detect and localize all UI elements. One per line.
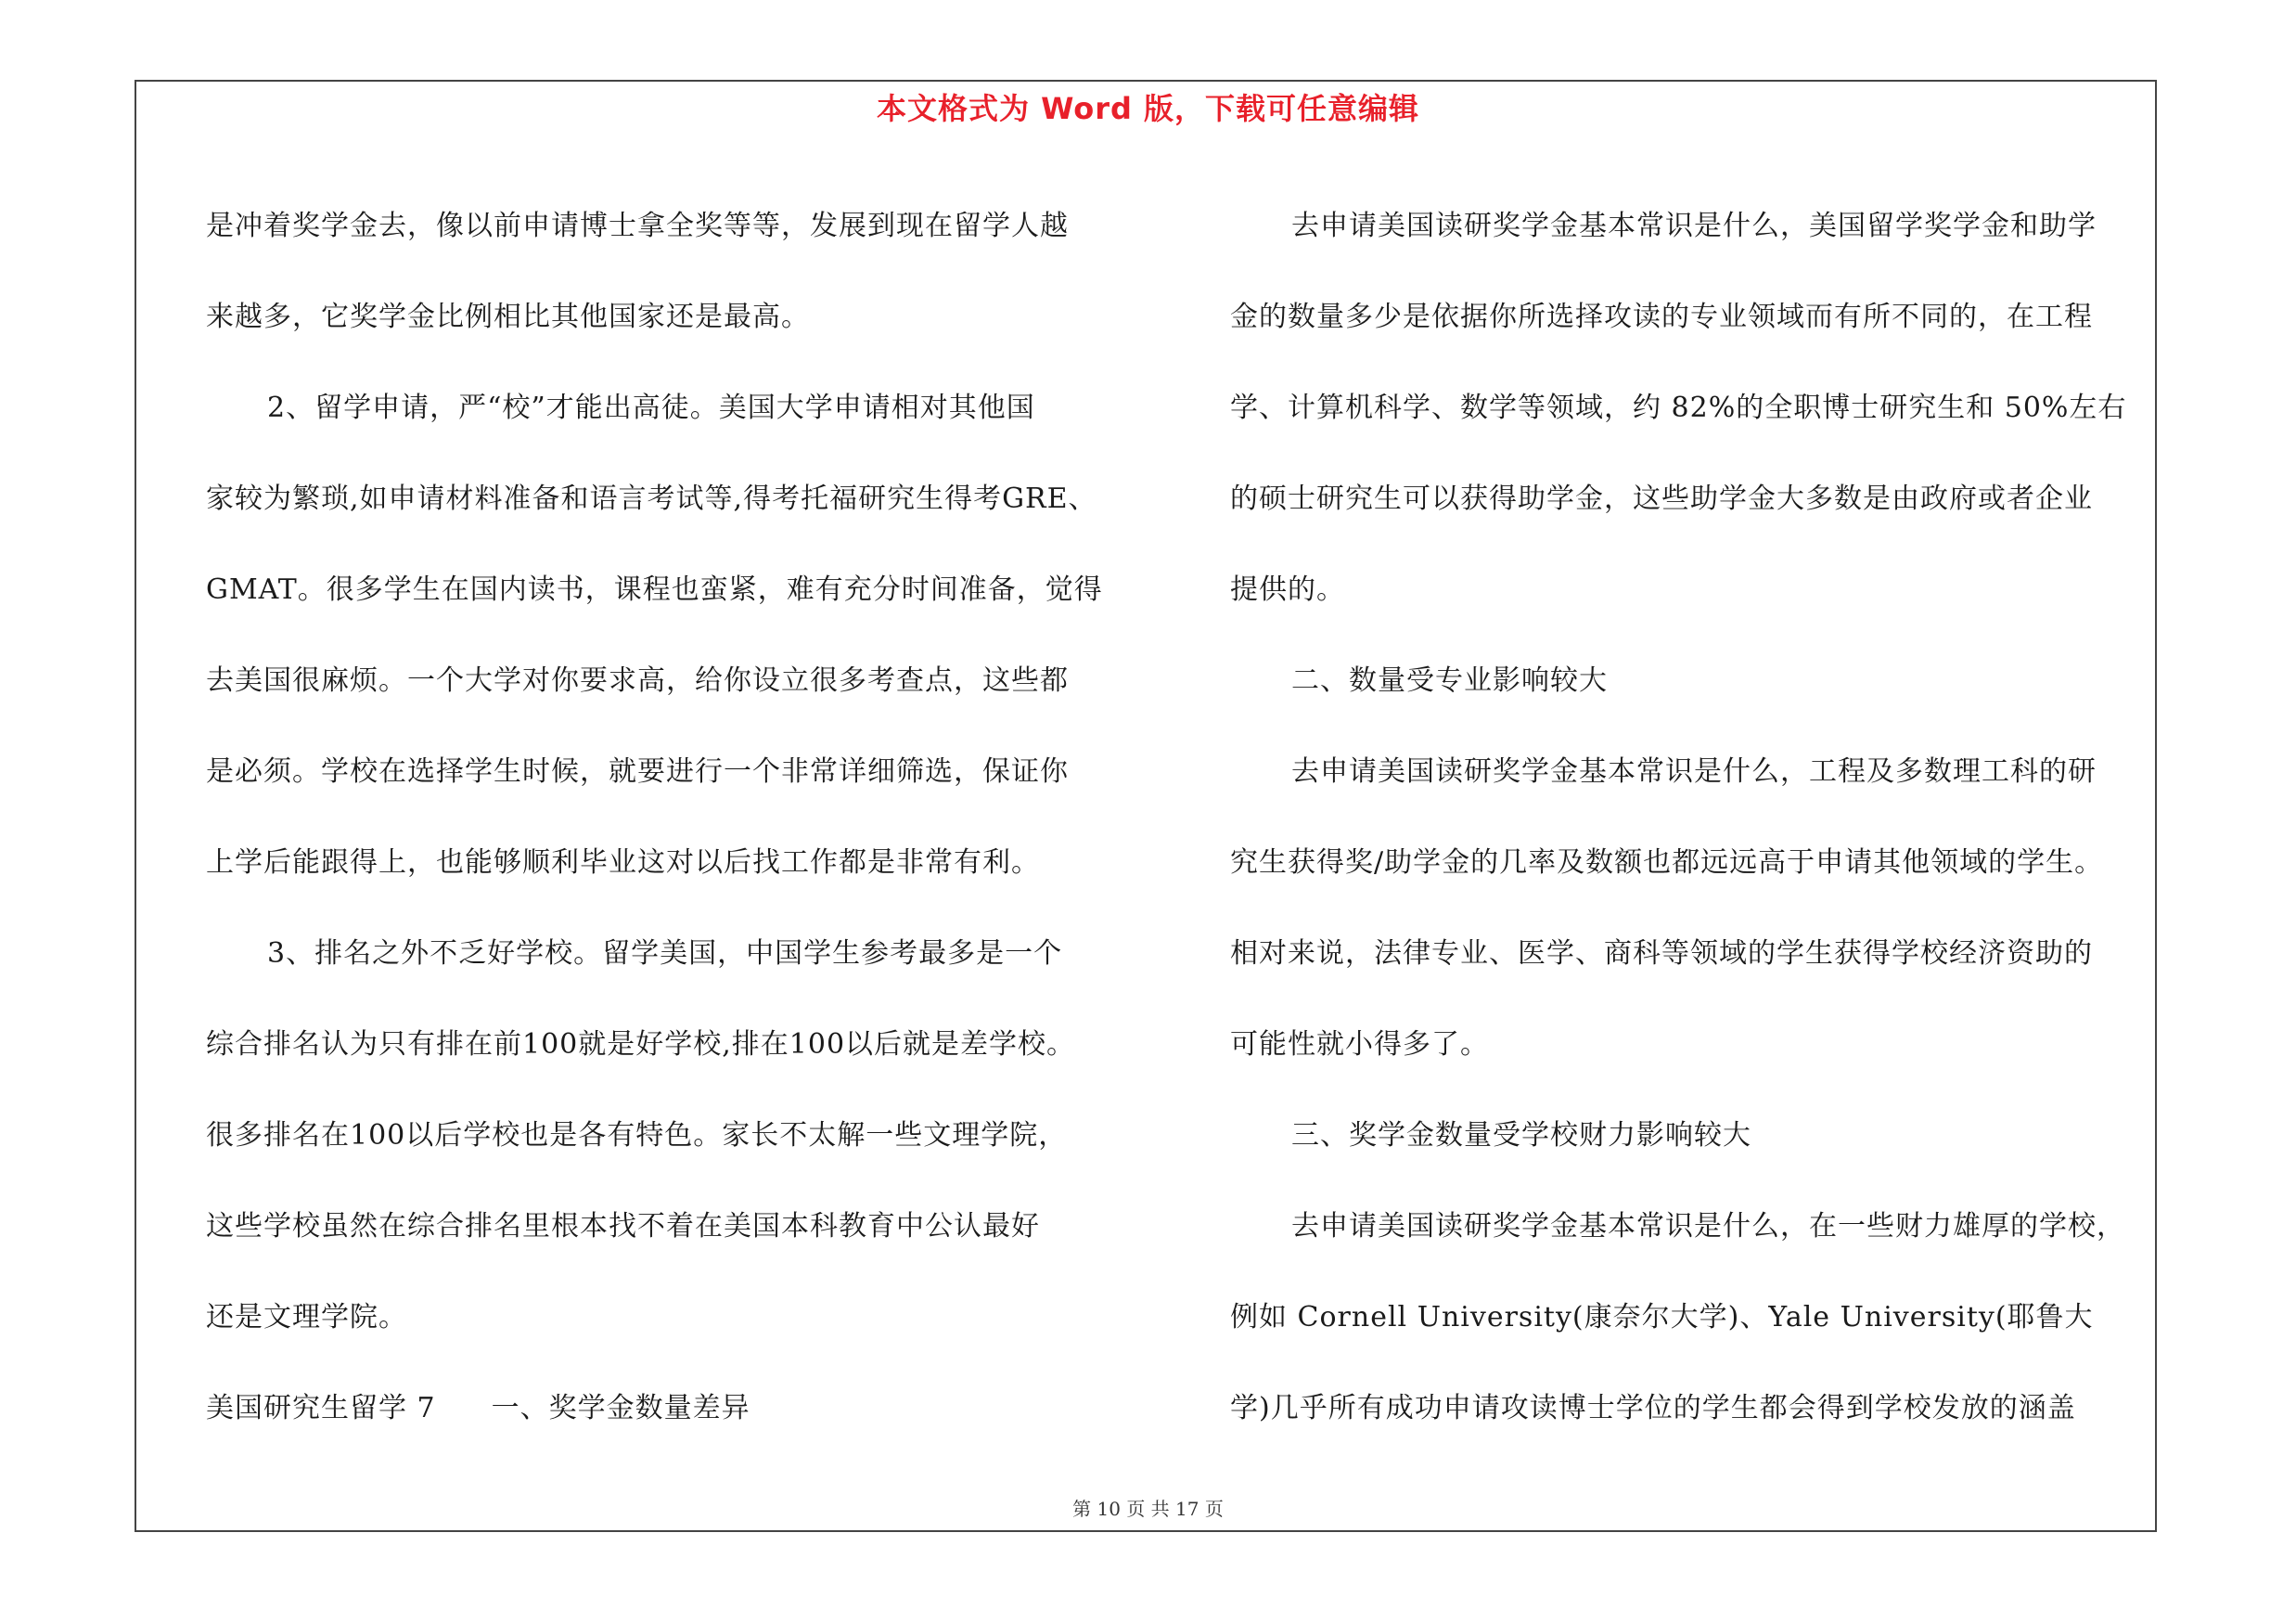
paragraph-line: 是必须。学校在选择学生时候，就要进行一个非常详细筛选，保证你 [206, 755, 1069, 788]
section-subtitle: 一、奖学金数量差异 [491, 1392, 750, 1424]
section-heading: 三、奖学金数量受学校财力影响较大 [1291, 1119, 1751, 1152]
paragraph-line: 去申请美国读研奖学金基本常识是什么，在一些财力雄厚的学校， [1291, 1210, 2125, 1243]
section-heading: 二、数量受专业影响较大 [1291, 664, 1608, 697]
paragraph-line: 家较为繁琐,如申请材料准备和语言考试等,得考托福研究生得考GRE、 [206, 483, 1097, 515]
paragraph-line: 提供的。 [1230, 573, 1345, 606]
section-heading-line [206, 1363, 1152, 1454]
paragraph-line: 是冲着奖学金去，像以前申请博士拿全奖等等，发展到现在留学人越 [206, 210, 1069, 242]
paragraph-line: 去申请美国读研奖学金基本常识是什么，美国留学奖学金和助学 [1291, 210, 2097, 242]
paragraph-line: 例如 Cornell University(康奈尔大学)、Yale University(耶鲁大 [1230, 1301, 2094, 1333]
paragraph-line: 相对来说，法律专业、医学、商科等领域的学生获得学校经济资助的 [1230, 937, 2093, 970]
paragraph-line: 还是文理学院。 [206, 1301, 407, 1333]
paragraph-line: 2、留学申请，严“校”才能出高徒。美国大学申请相对其他国 [267, 392, 1035, 424]
paragraph-line: 上学后能跟得上，也能够顺利毕业这对以后找工作都是非常有利。 [206, 846, 1040, 879]
header-banner: 本文格式为 Word 版，下载可任意编辑 [876, 91, 1420, 126]
right-column [1230, 181, 2176, 1454]
paragraph-line: 去美国很麻烦。一个大学对你要求高，给你设立很多考查点，这些都 [206, 664, 1069, 697]
paragraph-line: 去申请美国读研奖学金基本常识是什么，工程及多数理工科的研 [1291, 755, 2097, 788]
paragraph-line: 这些学校虽然在综合排名里根本找不着在美国本科教育中公认最好 [206, 1210, 1040, 1243]
paragraph-line: 综合排名认为只有排在前100就是好学校,排在100以后就是差学校。 [206, 1028, 1076, 1061]
paragraph-line: 学)几乎所有成功申请攻读博士学位的学生都会得到学校发放的涵盖 [1230, 1392, 2076, 1424]
paragraph-line: 可能性就小得多了。 [1230, 1028, 1489, 1061]
paragraph-line: 学、计算机科学、数学等领域，约 82%的全职博士研究生和 50%左右 [1230, 392, 2127, 424]
paragraph-line: 来越多，它奖学金比例相比其他国家还是最高。 [206, 301, 810, 333]
paragraph-line: 的硕士研究生可以获得助学金，这些助学金大多数是由政府或者企业 [1230, 483, 2093, 515]
section-title: 美国研究生留学 7 [206, 1392, 436, 1424]
page-indicator: 第 10 页 共 17 页 [1072, 1498, 1224, 1520]
paragraph-line: 金的数量多少是依据你所选择攻读的专业领域而有所不同的，在工程 [1230, 301, 2093, 333]
paragraph-line: 究生获得奖/助学金的几率及数额也都远远高于申请其他领域的学生。 [1230, 846, 2104, 879]
paragraph-line: GMAT。很多学生在国内读书，课程也蛮紧，难有充分时间准备，觉得 [206, 573, 1103, 606]
paragraph-line: 3、排名之外不乏好学校。留学美国，中国学生参考最多是一个 [267, 937, 1063, 970]
paragraph-line: 很多排名在100以后学校也是各有特色。家长不太解一些文理学院， [206, 1119, 1068, 1152]
left-column [206, 181, 1152, 1454]
